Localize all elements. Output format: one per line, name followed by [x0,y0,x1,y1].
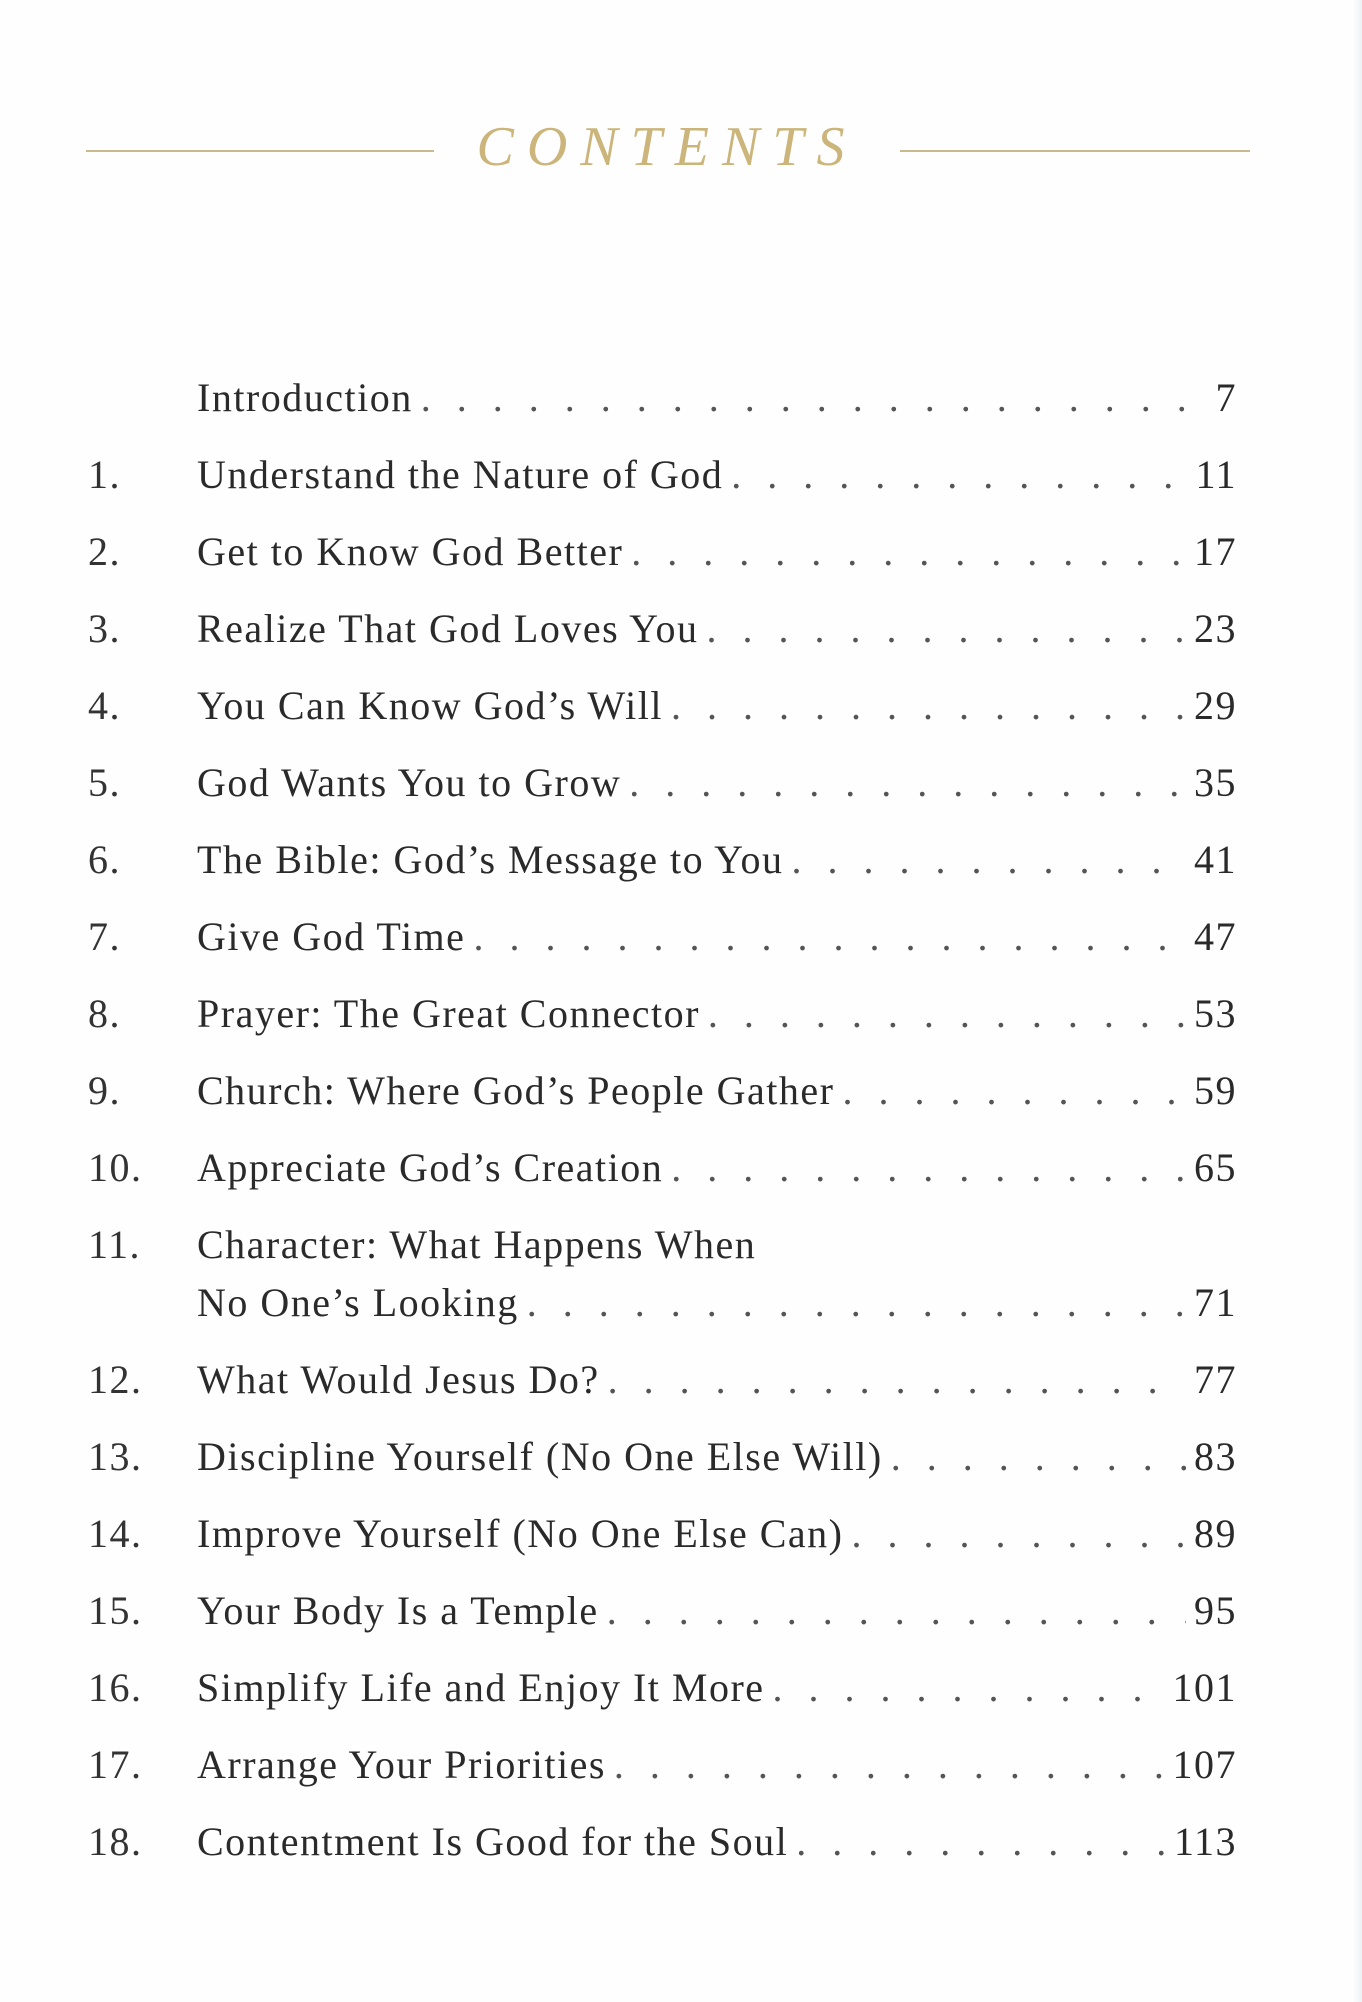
toc-entry-page: 83 [1194,1434,1237,1479]
toc-entry-chapter-10[interactable] [0,1138,1362,1198]
toc-entry-title: Church: Where God’s People Gather [197,1068,835,1113]
toc-entry-number: 1. [88,452,121,497]
toc-entry-chapter-9[interactable] [0,1061,1362,1121]
toc-entry-line [197,1061,1237,1121]
toc-entry-title: Give God Time [197,914,466,959]
toc-entry-page: 41 [1194,837,1237,882]
toc-entry-page: 53 [1194,991,1237,1036]
toc-entry-title: Improve Yourself (No One Else Can) [197,1511,844,1556]
toc-entry-number: 17. [88,1742,143,1787]
toc-entry-title: Your Body Is a Temple [197,1588,599,1633]
toc-leader-dots [731,445,1187,505]
toc-entry-chapter-1[interactable] [0,445,1362,505]
toc-entry-page: 23 [1194,606,1237,651]
toc-leader-dots [792,830,1187,890]
toc-entry-number: 3. [88,606,121,651]
toc-leader-dots [843,1061,1187,1121]
toc-leader-dots [891,1427,1186,1487]
toc-entry-title: Contentment Is Good for the Soul [197,1819,789,1864]
toc-entry-page: 59 [1194,1068,1237,1113]
toc-entry-line [197,676,1237,736]
toc-entry-number: 8. [88,991,121,1036]
page-title: CONTENTS [476,116,858,178]
toc-entry-line [197,984,1237,1044]
toc-entry-line [197,830,1237,890]
toc-entry-number: 9. [88,1068,121,1113]
toc-entry-page: 77 [1194,1357,1237,1402]
toc-entry-chapter-11[interactable] [0,1215,1362,1335]
toc-entry-chapter-2[interactable] [0,522,1362,582]
toc-entry-number: 7. [88,914,121,959]
toc-entry-line [197,522,1237,582]
toc-entry-page: 47 [1194,914,1237,959]
toc-entry-page: 35 [1194,760,1237,805]
toc-entry-page: 107 [1172,1742,1237,1787]
toc-leader-dots [631,522,1186,582]
toc-entry-title: Simplify Life and Enjoy It More [197,1665,765,1710]
toc-leader-dots [707,599,1186,659]
toc-leader-dots [607,1581,1186,1641]
toc-entry-chapter-12[interactable] [0,1350,1362,1410]
toc-leader-dots [773,1658,1165,1718]
toc-entry-line [197,599,1237,659]
toc-entry-chapter-13[interactable] [0,1427,1362,1487]
toc-entry-number: 11. [88,1222,142,1267]
toc-entry-title: Discipline Yourself (No One Else Will) [197,1434,883,1479]
toc-leader-dots [671,1138,1186,1198]
header-rule-left [86,150,434,152]
toc-leader-dots [614,1735,1165,1795]
toc-entry-number: 5. [88,760,121,805]
toc-entry-page: 65 [1194,1145,1237,1190]
toc-leader-dots [851,1504,1186,1564]
toc-entry-title: Realize That God Loves You [197,606,699,651]
header-rule-right [900,150,1250,152]
toc-entry-title: You Can Know God’s Will [197,683,663,728]
toc-entry-line [197,1138,1237,1198]
toc-entry-line [197,907,1237,967]
toc-entry-chapter-17[interactable] [0,1735,1362,1795]
toc-entry-page: 17 [1194,529,1237,574]
toc-entry-introduction[interactable] [0,368,1362,428]
toc-entry-line [197,1658,1237,1718]
toc-entry-title: The Bible: God’s Message to You [197,837,784,882]
toc-entry-title: What Would Jesus Do? [197,1357,600,1402]
toc-entry-page: 11 [1195,452,1237,497]
toc-entry-line [197,1350,1237,1410]
toc-entry-number: 16. [88,1665,143,1710]
toc-entry-chapter-18[interactable] [0,1812,1362,1872]
toc-entry-line [197,753,1237,813]
toc-entry-page: 113 [1173,1819,1237,1864]
toc-entry-line [197,368,1237,428]
contents-header [0,112,1362,182]
toc-entry-number: 10. [88,1145,143,1190]
toc-entry-chapter-6[interactable] [0,830,1362,890]
toc-leader-dots [671,676,1186,736]
toc-entry-number: 4. [88,683,121,728]
toc-entry-page: 89 [1194,1511,1237,1556]
toc-entry-number: 14. [88,1511,143,1556]
toc-entry-line [197,1273,1237,1333]
toc-leader-dots [608,1350,1186,1410]
toc-entry-line [197,1504,1237,1564]
toc-entry-number: 12. [88,1357,143,1402]
toc-entry-chapter-5[interactable] [0,753,1362,813]
toc-entry-title: Prayer: The Great Connector [197,991,700,1036]
toc-entry-chapter-15[interactable] [0,1581,1362,1641]
toc-entry-page: 71 [1194,1280,1237,1325]
toc-entry-title: Get to Know God Better [197,529,624,574]
toc-entry-title-line1: Character: What Happens When [197,1222,757,1267]
toc-entry-chapter-7[interactable] [0,907,1362,967]
toc-leader-dots [629,753,1186,813]
toc-entry-chapter-14[interactable] [0,1504,1362,1564]
toc-entry-line [197,445,1237,505]
toc-entry-title: Introduction [197,375,413,420]
toc-entry-chapter-8[interactable] [0,984,1362,1044]
toc-entry-page: 95 [1194,1588,1237,1633]
toc-entry-number: 2. [88,529,121,574]
toc-leader-dots [708,984,1186,1044]
toc-entry-page: 7 [1215,375,1237,420]
toc-entry-title: Arrange Your Priorities [197,1742,606,1787]
toc-entry-chapter-16[interactable] [0,1658,1362,1718]
toc-entry-page: 29 [1194,683,1237,728]
toc-entry-number: 18. [88,1819,143,1864]
toc-entry-title: Understand the Nature of God [197,452,724,497]
toc-entry-line [197,1427,1237,1487]
toc-entry-chapter-4[interactable] [0,676,1362,736]
toc-entry-title: God Wants You to Grow [197,760,622,805]
toc-entry-title: Appreciate God’s Creation [197,1145,664,1190]
toc-entry-number: 15. [88,1588,143,1633]
toc-entry-title: No One’s Looking [197,1280,519,1325]
toc-entry-number: 13. [88,1434,143,1479]
toc-entry-line [197,1581,1237,1641]
toc-entry-page: 101 [1172,1665,1237,1710]
toc-entry-line [197,1812,1237,1872]
toc-entry-chapter-3[interactable] [0,599,1362,659]
toc-leader-dots [473,907,1186,967]
toc-leader-dots [796,1812,1166,1872]
toc-leader-dots [527,1273,1186,1333]
toc-entry-line [197,1735,1237,1795]
toc-entry-number: 6. [88,837,121,882]
toc-leader-dots [421,368,1189,428]
